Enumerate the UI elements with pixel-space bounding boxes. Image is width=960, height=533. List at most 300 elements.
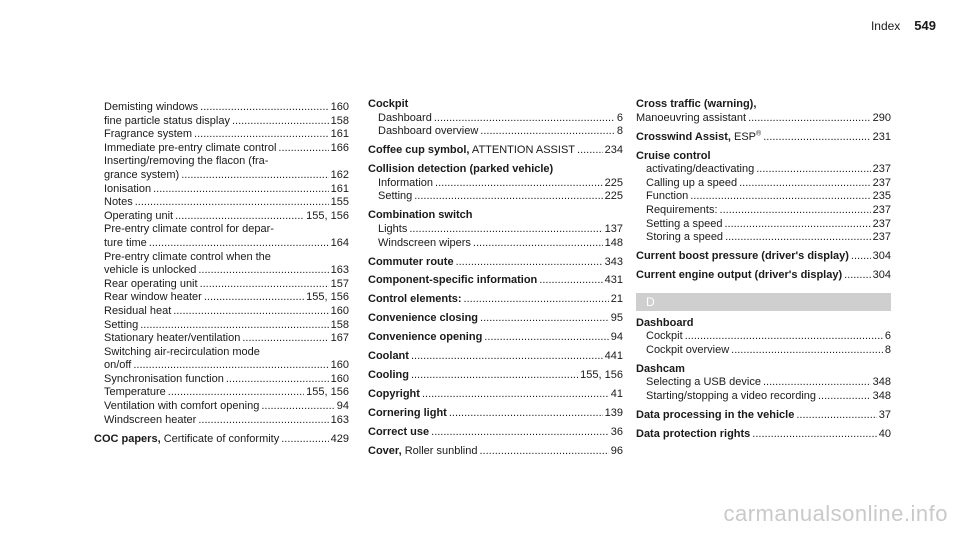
index-entry (368, 177, 623, 191)
index-entry (94, 142, 349, 156)
page-ref: 6 (616, 111, 623, 124)
entry-text: Lights (378, 222, 408, 235)
page-ref: 231 (872, 130, 891, 143)
entry-label (368, 274, 537, 288)
dot-leader (479, 445, 608, 459)
entry-heading: Convenience closing (368, 312, 479, 325)
index-entry (636, 204, 891, 218)
dot-leader (409, 223, 602, 237)
entry-label (368, 331, 482, 345)
index-entry (636, 163, 891, 177)
index-entry (368, 190, 623, 204)
index-entry (94, 155, 349, 169)
index-entry (94, 223, 349, 237)
page-header (871, 18, 936, 33)
entry-label (104, 101, 198, 115)
entry-text: ATTENTION ASSIST (469, 144, 576, 157)
page-ref: 155, 156 (306, 291, 349, 304)
entry-text: Dashboard overview (378, 125, 479, 138)
page-ref: 161 (330, 128, 349, 141)
index-entry (94, 433, 349, 447)
page-ref: 148 (604, 236, 623, 249)
index-entry (94, 251, 349, 265)
entry-text: Function (646, 190, 689, 203)
entry-heading: Current engine output (driver's display) (636, 269, 843, 282)
index-entry (94, 359, 349, 373)
entry-text: Pre-entry climate control when the (104, 250, 271, 263)
index-entry (94, 115, 349, 129)
entry-label (636, 428, 750, 442)
page-ref: 160 (330, 359, 349, 372)
entry-text: Dashboard (378, 111, 432, 124)
page-ref: 158 (330, 114, 349, 127)
entry-label (646, 163, 754, 177)
entry-label (378, 190, 412, 204)
dot-leader (844, 269, 871, 283)
page-ref: 237 (872, 217, 891, 230)
dot-leader (173, 305, 328, 319)
entry-heading: Cruise control (636, 149, 711, 162)
page-ref: 225 (604, 190, 623, 203)
page-ref: 160 (330, 101, 349, 113)
index-entry (368, 426, 623, 440)
entry-label (104, 196, 133, 210)
entry-text: Cockpit (646, 330, 683, 343)
dot-leader (422, 388, 609, 402)
entry-text: activating/deactivating (646, 163, 755, 176)
dot-leader (434, 112, 615, 126)
index-entry (368, 331, 623, 345)
entry-heading: Coffee cup symbol, (368, 144, 470, 157)
dot-leader (752, 428, 876, 442)
entry-label (646, 177, 737, 191)
dot-leader (725, 231, 871, 245)
entry-heading: Cornering light (368, 407, 447, 420)
page-ref: 348 (872, 376, 891, 389)
index-column-3 (636, 98, 891, 442)
entry-heading: Dashboard (636, 316, 694, 329)
entry-text: ture time (104, 236, 147, 249)
entry-text: Windscreen wipers (378, 236, 471, 249)
entry-label (636, 150, 711, 162)
index-entry (368, 369, 623, 383)
dot-leader (431, 426, 609, 440)
index-entry (94, 319, 349, 333)
page-ref: 237 (872, 203, 891, 216)
entry-label (646, 390, 816, 404)
entry-label (378, 125, 478, 139)
entry-heading: Commuter route (368, 255, 454, 268)
page-ref: 166 (330, 141, 349, 154)
entry-text: Setting a speed (646, 217, 723, 230)
index-entry (368, 112, 623, 126)
entry-label (104, 359, 131, 373)
dot-leader (200, 278, 329, 292)
entry-label (104, 305, 171, 319)
entry-label (368, 388, 420, 402)
entry-heading: Cooling (368, 369, 409, 382)
index-entry (368, 407, 623, 421)
index-entry (368, 163, 623, 177)
entry-text: Cockpit overview (646, 343, 730, 356)
entry-text: Requirements: (646, 203, 718, 216)
dot-leader (763, 131, 870, 145)
entry-label (636, 363, 685, 375)
page-ref: 37 (878, 409, 891, 422)
entry-text: Storing a speed (646, 231, 724, 244)
index-entry (94, 346, 349, 360)
page-ref: 155, 156 (306, 386, 349, 399)
index-entry (636, 150, 891, 164)
index-entry (636, 363, 891, 377)
page-ref: 36 (610, 426, 623, 439)
page-ref: 429 (330, 432, 349, 445)
dot-leader (198, 264, 328, 278)
entry-text: Fragrance system (104, 128, 193, 141)
dot-leader (261, 400, 334, 414)
dot-leader (484, 331, 608, 345)
dot-leader (756, 163, 870, 177)
entry-text: Windscreen heater (104, 413, 197, 426)
dot-leader (411, 350, 603, 364)
entry-label (646, 376, 761, 390)
entry-heading: Cross traffic (warning), (636, 98, 757, 110)
entry-heading: COC papers, (94, 432, 161, 445)
page-ref: 234 (604, 144, 623, 157)
entry-label (378, 237, 471, 251)
entry-label (368, 369, 409, 383)
index-entry (94, 373, 349, 387)
dot-leader (796, 409, 876, 423)
dot-leader (464, 293, 609, 307)
entry-label (104, 155, 268, 167)
entry-text: Calling up a speed (646, 176, 738, 189)
dot-leader (449, 407, 603, 421)
entry-text: Pre-entry climate control for depar- (104, 223, 274, 236)
page-ref: 155 (330, 196, 349, 209)
entry-label (104, 169, 179, 183)
entry-heading: Coolant (368, 350, 409, 363)
page-ref: 237 (872, 176, 891, 189)
index-entry (636, 376, 891, 390)
entry-text: Stationary heater/ventilation (104, 332, 241, 345)
index-entry (636, 112, 891, 126)
index-entry (94, 128, 349, 142)
index-entry (94, 237, 349, 251)
page-ref: 161 (330, 182, 349, 195)
index-entry (636, 231, 891, 245)
section-letter: D (636, 293, 891, 311)
entry-heading: Dashcam (636, 362, 685, 375)
entry-label (368, 407, 447, 421)
entry-label (368, 209, 473, 221)
index-entry (94, 400, 349, 414)
entry-heading: Data processing in the vehicle (636, 409, 795, 422)
dot-leader (133, 359, 328, 373)
entry-heading: Combination switch (368, 209, 473, 222)
dot-leader (763, 376, 871, 390)
index-entry (94, 386, 349, 400)
page-ref: 167 (330, 332, 349, 345)
entry-text: Ventilation with comfort opening (104, 400, 260, 413)
index-entry (94, 169, 349, 183)
dot-leader (480, 125, 615, 139)
entry-label (104, 251, 271, 263)
dot-leader (226, 373, 329, 387)
index-entry (94, 101, 349, 115)
page-ref: 162 (330, 168, 349, 181)
entry-text: ESP (730, 130, 757, 143)
index-entry (636, 428, 891, 442)
entry-label (368, 98, 408, 110)
entry-label (104, 400, 259, 414)
entry-label (104, 128, 192, 142)
dot-leader (140, 319, 328, 333)
entry-label (104, 386, 166, 400)
dot-leader (539, 274, 602, 288)
entry-heading: Control elements: (368, 293, 462, 306)
page-ref: 137 (604, 222, 623, 235)
page-ref: 155, 156 (580, 369, 623, 382)
index-entry (368, 312, 623, 326)
dot-leader (278, 142, 328, 156)
index-entry (368, 237, 623, 251)
entry-heading: Cover, (368, 445, 402, 458)
index-entry (94, 278, 349, 292)
dot-leader (200, 101, 328, 115)
dot-leader (720, 204, 871, 218)
dot-leader (818, 390, 871, 404)
entry-label (378, 112, 432, 126)
entry-text: Certificate of conformity (160, 432, 280, 445)
header-label: Index (870, 19, 901, 33)
dot-leader (748, 112, 871, 126)
page-ref: 304 (872, 269, 891, 282)
entry-label (94, 433, 279, 447)
dot-leader (411, 369, 578, 383)
index-entry (368, 98, 623, 112)
entry-text: Residual heat (104, 304, 172, 317)
dot-leader (480, 312, 609, 326)
page-ref: 155, 156 (306, 209, 349, 222)
page-ref: 441 (604, 350, 623, 363)
index-entry (636, 330, 891, 344)
entry-label (104, 291, 202, 305)
dot-leader (175, 210, 304, 224)
entry-text: Selecting a USB device (646, 376, 761, 389)
index-entry (636, 190, 891, 204)
entry-label (104, 278, 198, 292)
entry-label (636, 250, 849, 264)
entry-heading: Cockpit (368, 98, 409, 110)
entry-heading: Convenience opening (368, 331, 483, 344)
index-entry (368, 125, 623, 139)
entry-label (636, 112, 746, 126)
entry-text: Ionisation (104, 182, 152, 195)
entry-label (104, 346, 260, 358)
page-ref: 158 (330, 318, 349, 331)
index-entry (94, 210, 349, 224)
dot-leader (473, 237, 603, 251)
entry-text: Demisting windows (104, 101, 199, 113)
dot-leader (456, 256, 603, 270)
entry-text: Starting/stopping a video recording (646, 390, 816, 403)
entry-label (104, 414, 196, 428)
entry-label (636, 131, 761, 145)
page-ref: 95 (610, 312, 623, 325)
entry-label (368, 144, 575, 158)
dot-leader (690, 190, 870, 204)
dot-leader (414, 190, 602, 204)
entry-heading: Copyright (368, 388, 420, 401)
dot-leader (181, 169, 328, 183)
index-entry (94, 183, 349, 197)
index-entry (94, 305, 349, 319)
entry-text: Inserting/removing the flacon (fra- (104, 155, 269, 168)
dot-leader (724, 218, 870, 232)
dot-leader (242, 332, 328, 346)
entry-label (646, 344, 729, 358)
page-ref: 6 (884, 330, 891, 343)
entry-heading: Current boost pressure (driver's display) (636, 250, 849, 263)
page-ref: 139 (604, 407, 623, 420)
entry-text: Notes (104, 196, 133, 209)
entry-label (104, 183, 151, 197)
page-ref: 160 (330, 304, 349, 317)
entry-label (646, 231, 723, 245)
index-entry (368, 209, 623, 223)
entry-label (636, 409, 794, 423)
entry-text: Manoeuvring assistant (636, 111, 747, 124)
entry-heading: Correct use (368, 426, 430, 439)
entry-label (368, 256, 454, 270)
dot-leader (135, 196, 329, 210)
entry-text: Rear operating unit (104, 277, 198, 290)
entry-text: vehicle is unlocked (104, 264, 197, 277)
index-entry (636, 269, 891, 283)
entry-label (104, 115, 230, 129)
page-ref: 41 (610, 388, 623, 401)
page-ref: 343 (604, 255, 623, 268)
index-entry (636, 131, 891, 145)
page-ref: 160 (330, 372, 349, 385)
entry-text: Switching air-recirculation mode (104, 345, 260, 358)
entry-text: Immediate pre-entry climate control (104, 141, 277, 154)
index-entry (368, 144, 623, 158)
index-entry (636, 218, 891, 232)
entry-heading: Collision detection (parked vehicle) (368, 163, 554, 176)
entry-text: Information (378, 176, 434, 189)
entry-label (378, 177, 433, 191)
index-entry (636, 250, 891, 264)
index-entry (94, 414, 349, 428)
entry-label (104, 237, 147, 251)
entry-label (104, 223, 274, 235)
dot-leader (198, 414, 328, 428)
page-ref: 94 (610, 331, 623, 344)
page-ref: 290 (872, 111, 891, 124)
page-ref: 163 (330, 413, 349, 426)
page-ref: 40 (878, 428, 891, 441)
page-ref: 348 (872, 390, 891, 403)
index-column-2 (368, 98, 623, 459)
page-ref: 304 (872, 250, 891, 263)
index-entry (636, 317, 891, 331)
entry-label (368, 312, 478, 326)
index-entry (94, 291, 349, 305)
page-ref: 164 (330, 236, 349, 249)
entry-text: Rear window heater (104, 291, 202, 304)
page-ref: 163 (330, 264, 349, 277)
index-entry (368, 388, 623, 402)
entry-label (104, 373, 224, 387)
index-entry (636, 390, 891, 404)
index-entry (368, 274, 623, 288)
entry-text: fine particle status display (104, 114, 230, 127)
entry-heading: Crosswind Assist, (636, 130, 731, 143)
entry-text: Temperature (104, 386, 166, 399)
dot-leader (577, 144, 603, 158)
entry-label (368, 163, 553, 175)
entry-label (646, 330, 683, 344)
entry-text: on/off (104, 359, 132, 372)
dot-leader (194, 128, 329, 142)
entry-text: grance system) (104, 168, 180, 181)
dot-leader (232, 115, 329, 129)
page-ref: 8 (616, 125, 623, 138)
entry-heading: Data protection rights (636, 428, 751, 441)
index-entry (368, 256, 623, 270)
page-ref: 235 (872, 190, 891, 203)
index-column-1 (94, 101, 349, 446)
entry-heading: Component-specific information (368, 274, 538, 287)
entry-label (636, 317, 693, 329)
entry-label (368, 445, 477, 459)
dot-leader (149, 237, 329, 251)
page-ref: 157 (330, 277, 349, 290)
dot-leader (435, 177, 603, 191)
page-ref: 8 (884, 343, 891, 356)
entry-text: Setting (104, 318, 139, 331)
index-entry (636, 344, 891, 358)
entry-label (646, 204, 718, 218)
dot-leader (739, 177, 871, 191)
index-entry (368, 445, 623, 459)
entry-label (368, 350, 409, 364)
entry-label (368, 426, 429, 440)
index-entry (636, 409, 891, 423)
dot-leader (851, 250, 871, 264)
entry-label (104, 264, 196, 278)
dot-leader (204, 291, 304, 305)
registered-mark: ® (756, 129, 762, 137)
index-entry (636, 177, 891, 191)
entry-label (636, 269, 842, 283)
entry-text: Synchronisation function (104, 372, 224, 385)
page-ref: 94 (336, 400, 349, 413)
page-ref: 237 (872, 231, 891, 244)
page-ref: 96 (610, 445, 623, 458)
dot-leader (168, 386, 304, 400)
dot-leader (281, 433, 328, 447)
page-ref: 431 (604, 274, 623, 287)
page-ref: 21 (610, 293, 623, 306)
index-entry (94, 196, 349, 210)
dot-leader (731, 344, 883, 358)
dot-leader (153, 183, 329, 197)
index-entry (94, 264, 349, 278)
page-ref: 225 (604, 176, 623, 189)
